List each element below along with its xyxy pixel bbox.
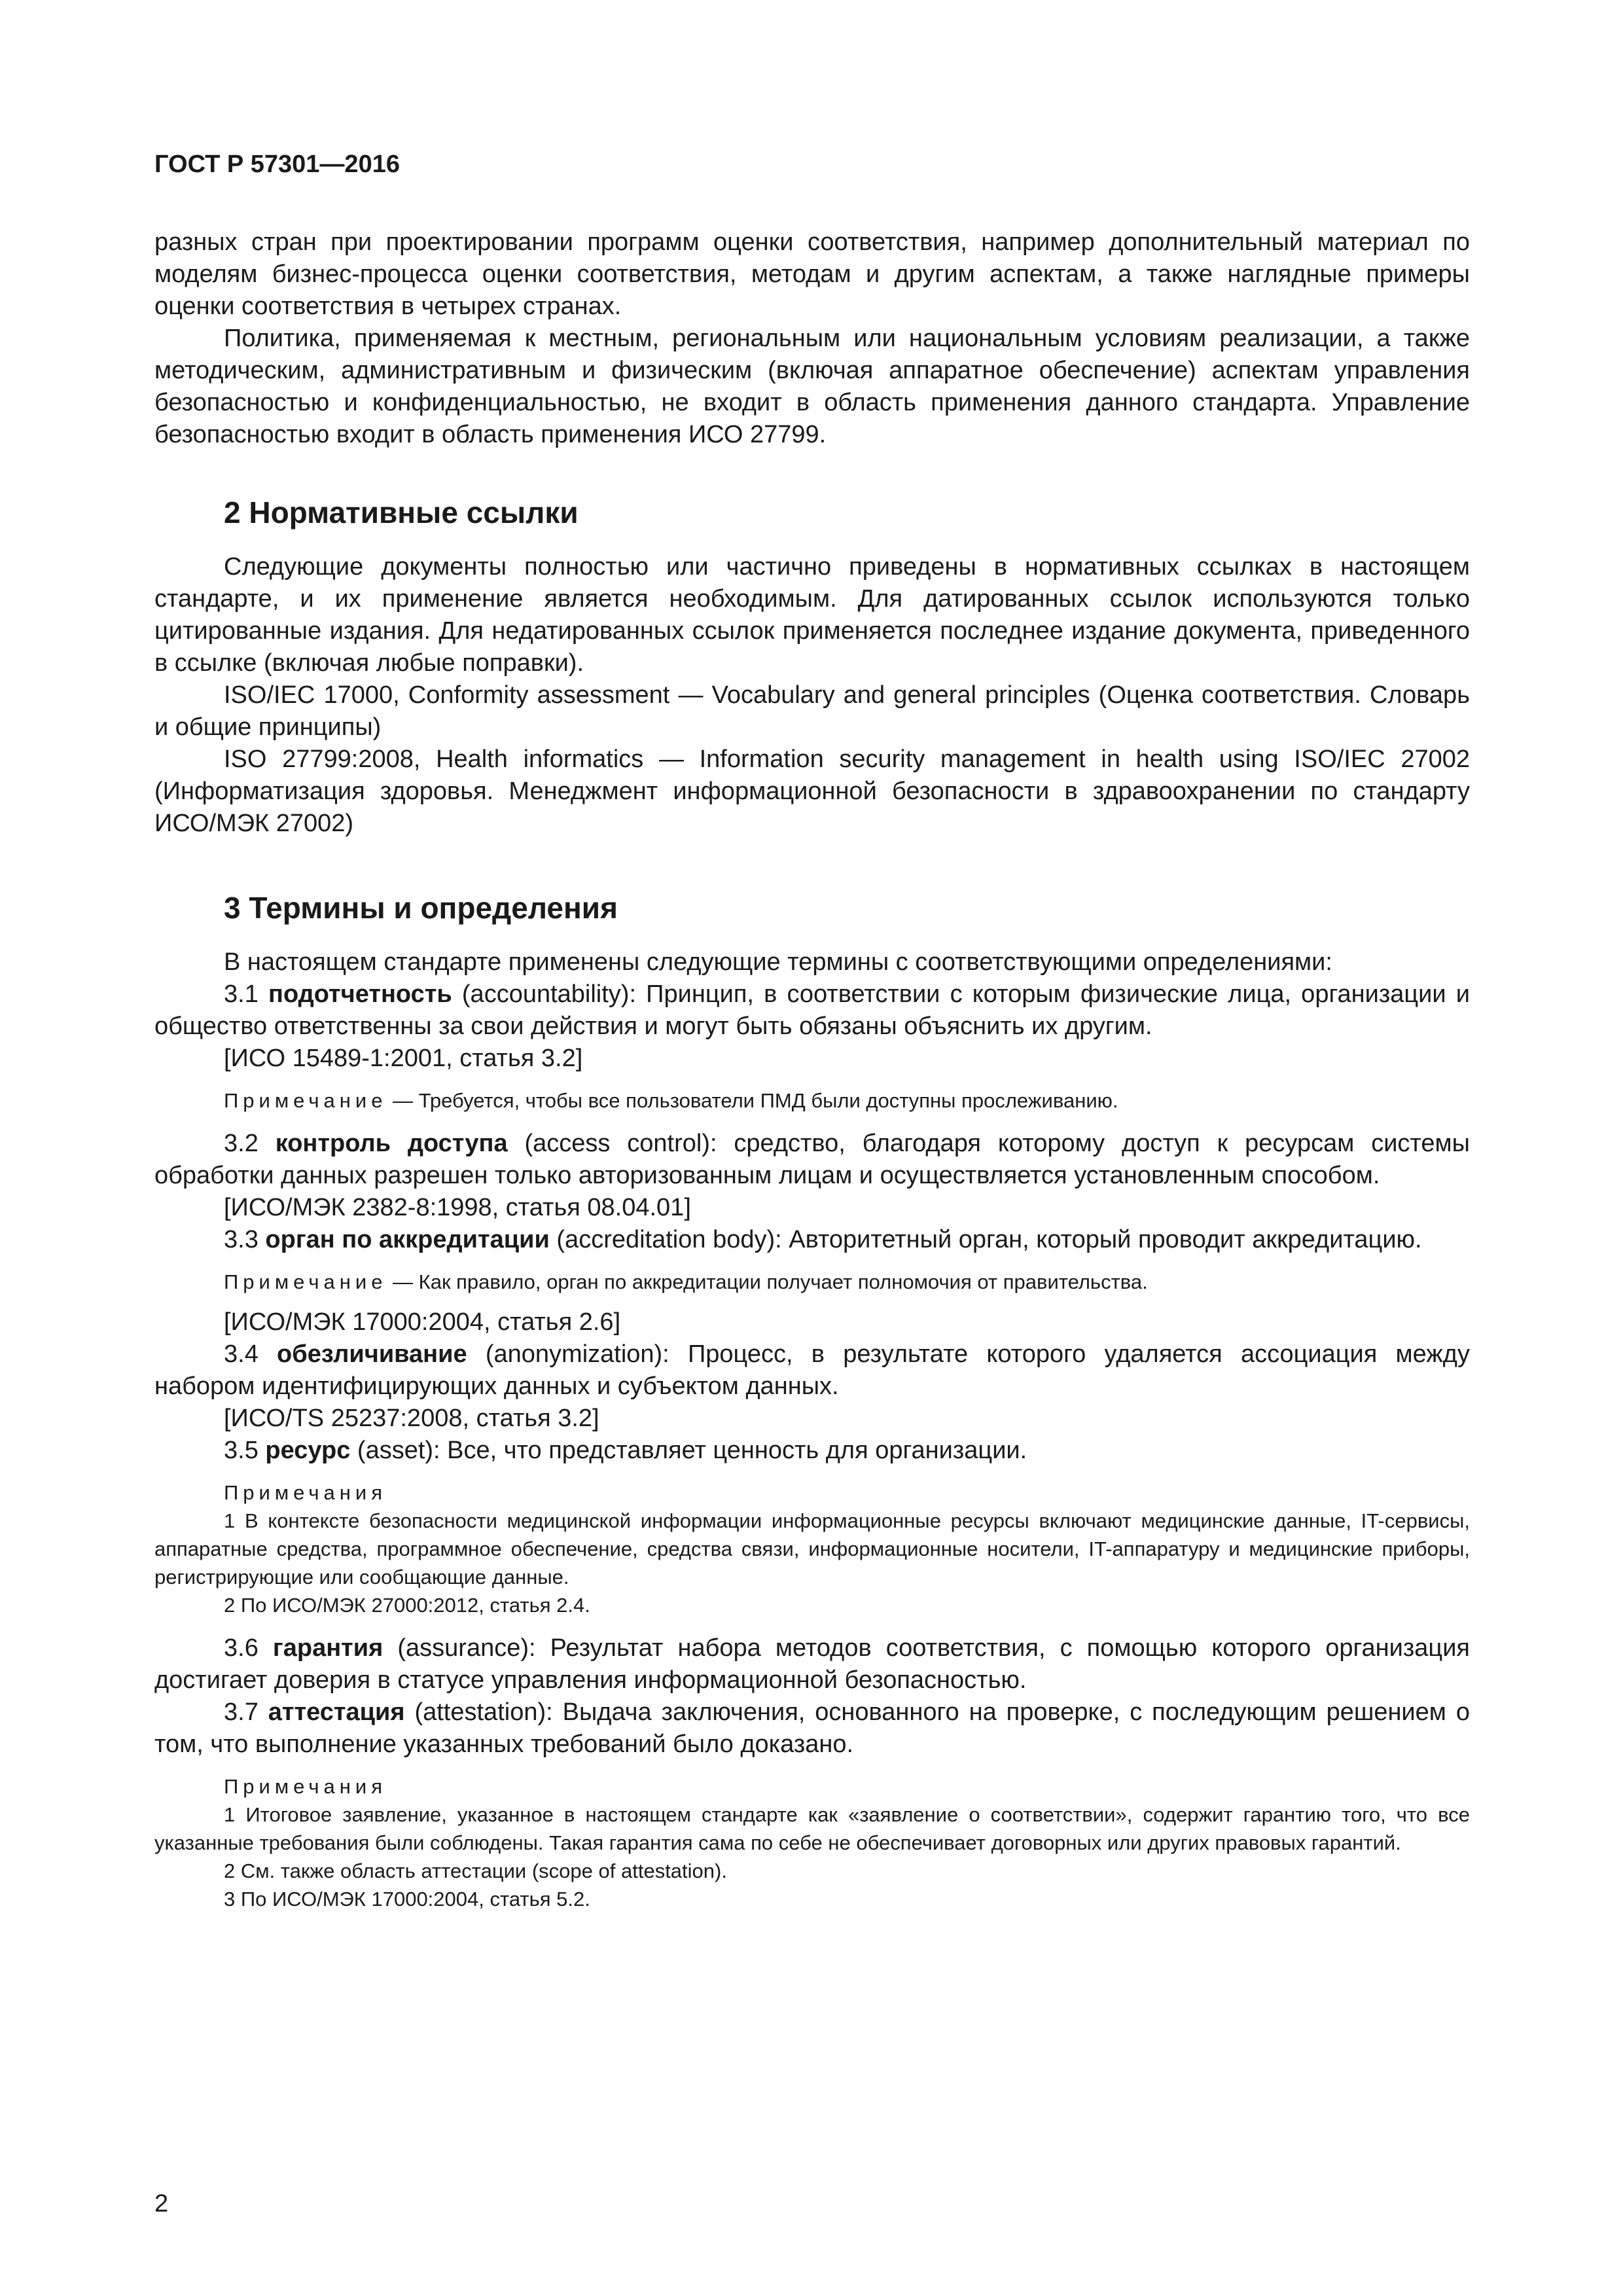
term-3-6 [154, 1632, 1470, 1696]
note-3-7-2: 2 См. также область аттестации (scope of attestation). [224, 1859, 727, 1882]
note-3-7-1: 1 Итоговое заявление, указанное в настоящем стандарте как «заявление о соответствии», содержит гарантию того, что все указанные требования были соблюдены. Такая гарантия сама по себе не обеспечивает договорных или других правовых гарантий. [154, 1803, 1470, 1854]
section-3-intro: В настоящем стандарте применены следующие термины с соответствующими определениями: [224, 948, 1332, 976]
term-3-1 [154, 978, 1470, 1043]
term-3-2-source: [ИСО/МЭК 2382-8:1998, статья 08.04.01] [224, 1194, 691, 1221]
term-name: подотчетность [268, 980, 452, 1008]
term-number: 3.6 [224, 1634, 273, 1662]
section-2-paragraph: Следующие документы полностью или частично приведены в нормативных ссылках в настоящем стандарте, и их применение является необходимым. Для датированных ссылок используются только цитированные издания. Для недатированных ссылок применяется последнее издание документа, приведенного в ссылке (включая любые поправки). [154, 553, 1470, 677]
term-3-2 [154, 1128, 1470, 1192]
note-label: Примечание [224, 1270, 387, 1293]
term-definition: (accreditation body): Авторитетный орган, который проводит аккредитацию. [549, 1226, 1422, 1253]
intro-block [154, 226, 1470, 451]
note-label: Примечание [224, 1089, 387, 1112]
term-number: 3.7 [224, 1698, 268, 1726]
term-3-4-source: [ИСО/TS 25237:2008, статья 3.2] [224, 1405, 599, 1432]
document-header: ГОСТ Р 57301—2016 [154, 151, 400, 178]
term-name: аттестация [268, 1698, 405, 1726]
note-3-1 [154, 1086, 1470, 1115]
term-3-4 [154, 1338, 1470, 1403]
note-text: — Как правило, орган по аккредитации получает полномочия от правительства. [387, 1270, 1148, 1293]
term-name: гарантия [272, 1634, 383, 1662]
normative-reference-2: ISO 27799:2008, Health informatics — Information security management in health using ISO/IEC 27002 (Информатизация здоровья. Менеджмент информационной безопасности в здравоохранении по стандарту ИСО/МЭК 27002) [154, 745, 1470, 837]
section-3 [154, 889, 1470, 1913]
term-definition: (access control): средство, благодаря которому доступ к ресурсам системы обработки данных разрешен только авторизованным лицам и осуществляется установленным способом. [154, 1130, 1470, 1189]
section-3-title: 3 Термины и определения [224, 891, 618, 925]
term-name: орган по аккредитации [265, 1226, 550, 1253]
note-text: — Требуется, чтобы все пользователи ПМД были доступны прослеживанию. [387, 1089, 1118, 1112]
term-definition: (accountability): Принцип, в соответствии с которым физические лица, организации и общество ответственны за свои действия и могут быть обязаны объяснить их другим. [154, 980, 1470, 1040]
term-3-1-source: [ИСО 15489-1:2001, статья 3.2] [224, 1045, 583, 1072]
term-number: 3.5 [224, 1437, 266, 1464]
term-number: 3.1 [224, 980, 268, 1008]
term-name: обезличивание [277, 1340, 467, 1368]
note-3-7-3: 3 По ИСО/МЭК 17000:2004, статья 5.2. [224, 1888, 590, 1910]
term-number: 3.3 [224, 1226, 266, 1253]
note-3-5-2: 2 По ИСО/МЭК 27000:2012, статья 2.4. [224, 1594, 590, 1617]
notes-3-7-label: Примечания [224, 1775, 387, 1798]
term-definition: (anonymization): Процесс, в результате которого удаляется ассоциация между набором идентифицирующих данных и субъектом данных. [154, 1340, 1470, 1400]
term-3-5 [154, 1435, 1470, 1467]
term-3-7 [154, 1696, 1470, 1761]
term-definition: (attestation): Выдача заключения, основанного на проверке, с последующим решением о том, что выполнение указанных требований было доказано. [154, 1698, 1470, 1758]
term-definition: (asset): Все, что представляет ценность для организации. [350, 1437, 1027, 1464]
term-name: ресурс [265, 1437, 351, 1464]
notes-3-5-label: Примечания [224, 1481, 387, 1504]
normative-reference-1: ISO/IEC 17000, Conformity assessment — Vocabulary and general principles (Оценка соответствия. Словарь и общие принципы) [154, 681, 1470, 741]
term-3-3-source: [ИСО/МЭК 17000:2004, статья 2.6] [224, 1308, 621, 1336]
term-number: 3.2 [224, 1130, 276, 1157]
page-number: 2 [154, 2190, 169, 2217]
note-3-5-1: 1 В контексте безопасности медицинской информации информационные ресурсы включают медицинские данные, IT-сервисы, аппаратные средства, программное обеспечение, средства связи, информационные носители, IT-аппаратуру и медицинские приборы, регистрирующие или сообщающие данные. [154, 1509, 1470, 1588]
section-2-title: 2 Нормативные ссылки [224, 495, 579, 529]
intro-paragraph-2: Политика, применяемая к местным, региональным или национальным условиям реализации, а также методическим, административным и физическим (включая аппаратное обеспечение) аспектам управления безопасностью и конфиденциальностью, не входит в область применения данного стандарта. Управление безопасностью входит в область применения ИСО 27799. [154, 325, 1470, 448]
intro-paragraph-1: разных стран при проектировании программ оценки соответствия, например дополнительный материал по моделям бизнес-процесса оценки соответствия, методам и другим аспектам, а также наглядные примеры оценки соответствия в четырех странах. [154, 228, 1470, 320]
term-3-3 [154, 1224, 1470, 1256]
term-name: контроль доступа [275, 1130, 508, 1157]
note-3-3 [154, 1268, 1470, 1296]
section-2 [154, 494, 1470, 840]
term-definition: (assurance): Результат набора методов соответствия, с помощью которого организация достигает доверия в статусе управления информационной безопасностью. [154, 1634, 1471, 1694]
term-number: 3.4 [224, 1340, 277, 1368]
